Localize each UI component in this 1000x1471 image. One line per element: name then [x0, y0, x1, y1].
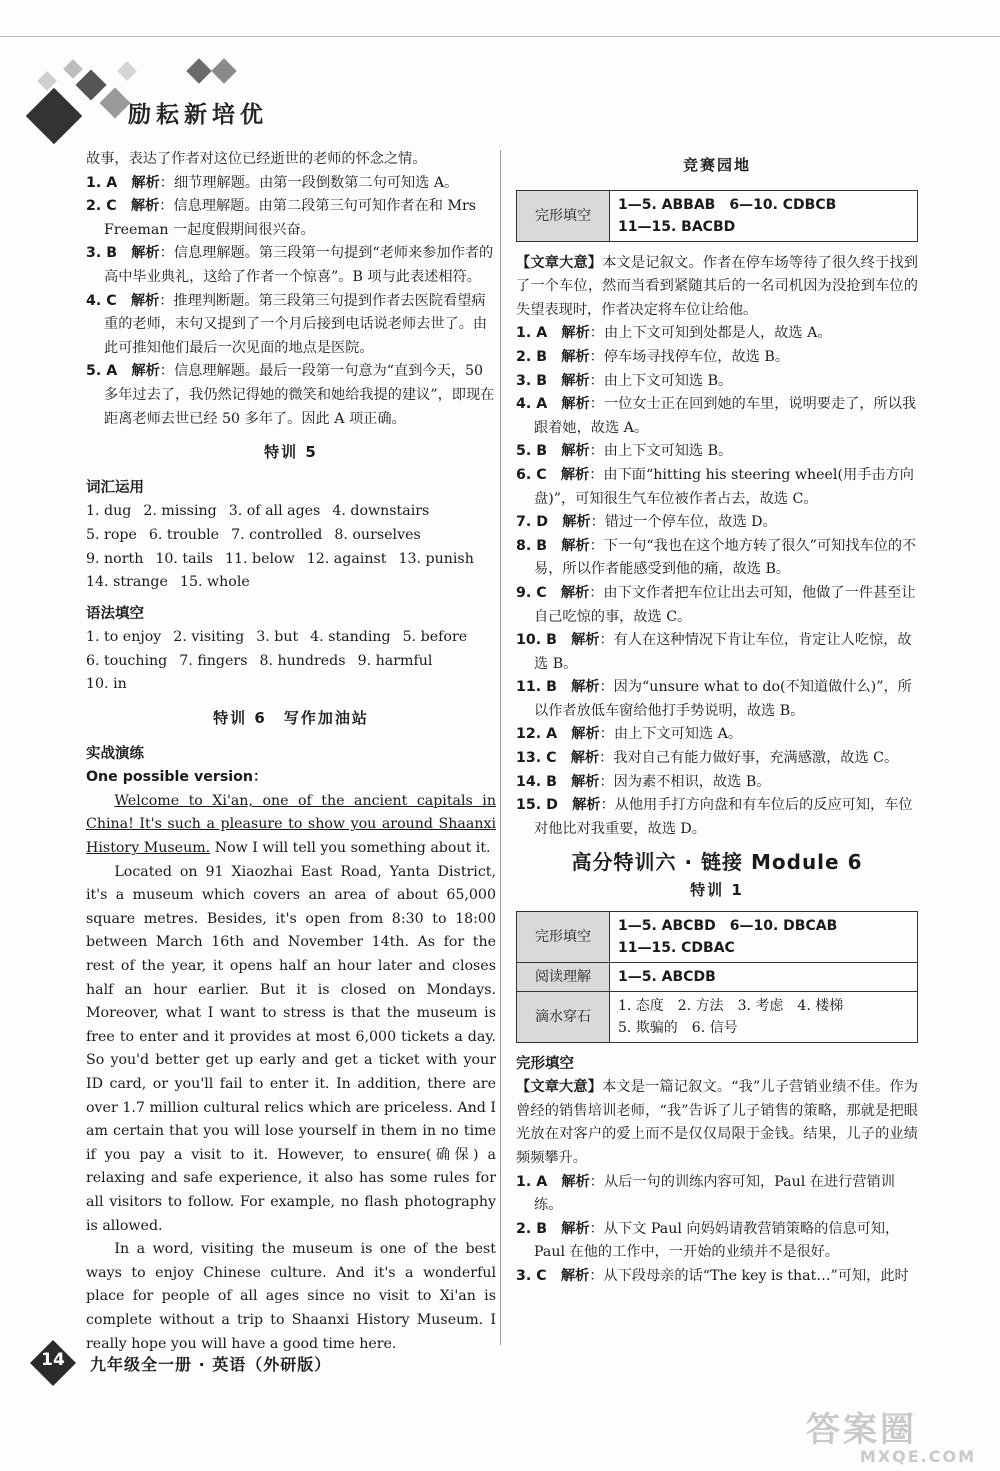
answer-item: 15. D 解析：从他用手打方向盘和有车位后的反应可知，车位对他比对我重要，故选 D。: [516, 797, 913, 837]
essay-paragraph: Welcome to Xi'an, one of the ancient capitals in China! It's such a pleasure to show you around Shaanxi History Museum. Now I will tell you something about it.: [86, 792, 496, 857]
summary: 【文章大意】本文是一篇记叙文。“我”儿子营销业绩不佳。作为曾经的销售培训老师，“我”告诉了儿子销售的策略，那就是把眼光放在对客户的爱上而不是仅仅局限于金钱。结果，儿子的业绩频频攀升。: [516, 1079, 918, 1166]
section-title-6: 特训 6 写作加油站: [213, 709, 369, 728]
vocab-answers: [86, 500, 496, 594]
decor-diamond-icon: [63, 59, 83, 79]
answer-item: 2. C 解析：信息理解题。由第二段第三句可知作者在和 Mrs Freeman 一起度假期间很兴奋。: [86, 198, 477, 238]
answer-item: 8. B 解析：下一句“我也在这个地方转了很久”可知找车位的不易，所以作者能感受到他的痛，故选 B。: [516, 537, 917, 578]
version-label: One possible version：: [86, 769, 268, 786]
grammar-item: 8. hundreds: [259, 652, 346, 669]
left-column: [86, 148, 496, 1356]
table-key: 完形填空: [517, 911, 610, 962]
table-row: [517, 962, 918, 991]
right-answer-list-2: [516, 1171, 918, 1289]
answer-item: 4. A 解析：一位女士正在回到她的车里，说明要走了，所以我跟着她，故选 A。: [516, 396, 917, 436]
answer-item: 2. B 解析：从下文 Paul 向妈妈请教营销策略的信息可知，Paul 在他的工作中，一开始的业绩并不是很好。: [516, 1220, 900, 1261]
answer-item: 1. A 解析：细节理解题。由第一段倒数第二句可知选 A。: [86, 174, 459, 191]
vocab-item: 4. downstairs: [332, 503, 430, 520]
answer-item: 2. B 解析：停车场寻找停车位，故选 B。: [516, 348, 789, 365]
answer-item: 3. C 解析：从下段母亲的话“The key is that…”可知，此时: [516, 1267, 909, 1284]
vocab-item: 9. north: [86, 550, 144, 567]
decor-diamond-icon: [75, 69, 106, 100]
vocab-item: 14. strange: [86, 574, 168, 591]
practice-heading: 实战演练: [86, 745, 144, 762]
answer-item: 11. B 解析：因为“unsure what to do(不知道做什么)”，所以作者放低车窗给他打手势说明，故选 B。: [516, 679, 912, 719]
table-row: [517, 190, 918, 241]
answer-item: 7. D 解析：错过一个停车位，故选 D。: [516, 514, 777, 531]
answer-item: 6. C 解析：由下面“hitting his steering wheel(用手击方向盘)”，可知很生气车位被作者占去，故选 C。: [516, 466, 914, 507]
right-column: [516, 148, 918, 1289]
contest-title: 竞赛园地: [682, 156, 751, 174]
vocab-item: 13. punish: [398, 550, 474, 567]
vocab-item: 7. controlled: [231, 526, 323, 543]
brand-title: 励耘新培优: [128, 102, 268, 128]
vocab-item: 1. dug: [86, 503, 132, 520]
answer-table-contest: [516, 190, 918, 242]
vocab-item: 8. ourselves: [334, 526, 421, 543]
book-title: 九年级全一册 · 英语（外研版）: [90, 1355, 332, 1374]
vocab-item: 5. rope: [86, 526, 137, 543]
answer-item: 10. B 解析：有人在这种情况下肯让车位，肯定让人吃惊，故选 B。: [516, 632, 912, 672]
essay-paragraph: Located on 91 Xiaozhai East Road, Yanta District, it's a museum which covers an area of about 65,000 square metres. Besides, it's open from 8:30 to 18:00 between March 16th and November 14th. As for the rest of the year, it opens half an hour later and closes half an hour earlier. But it is closed on Mondays. Moreover, what I want to stress is that the museum is free to enter and it provides at most 6,000 tickets a day. So you'd better get up early and get a ticket with your ID card, or you'll fail to enter it. In addition, there are over 1.7 million cultural relics which are priceless. And I am certain that you will lose yourself in them in no time if you pay a visit to it. However, to ensure(确保) a relaxing and safe experience, it also has some rules for all visitors to follow. For example, no flash photography is allowed.: [86, 863, 496, 1234]
vocab-heading: 词汇运用: [86, 479, 144, 496]
table-row: [517, 911, 918, 962]
decor-diamond-icon: [186, 58, 211, 83]
answer-item: 13. C 解析：我对自己有能力做好事，充满感激，故选 C。: [516, 750, 899, 767]
table-value: 1—5. ABBAB 6—10. CDBCB 11—15. BACBD: [610, 190, 918, 241]
cloze-heading: 完形填空: [516, 1055, 574, 1072]
decor-diamond-icon: [211, 58, 236, 83]
answer-item: 12. A 解析：由上下文可知选 A。: [516, 726, 743, 743]
column-divider: [500, 150, 501, 1345]
summary: 【文章大意】本文是记叙文。作者在停车场等待了很久终于找到了一个车位，然而当看到紧随其后的一名司机因为没抢到车位的失望表现时，作者决定将车位让给他。: [516, 254, 918, 318]
grammar-answers: [86, 626, 496, 697]
decor-diamond-icon: [117, 61, 137, 81]
right-answer-list: [516, 322, 918, 841]
section-title-5: 特训 5: [264, 443, 318, 462]
answer-table-training1: [516, 911, 918, 1043]
answer-item: 9. C 解析：由下文作者把车位让出去可知，他做了一件甚至让自己吃惊的事，故选 C。: [516, 584, 916, 625]
grammar-item: 9. harmful: [357, 652, 433, 669]
intro-line: 故事，表达了作者对这位已经逝世的老师的怀念之情。: [86, 151, 427, 167]
answer-item: 1. A 解析：由上下文可知到处都是人，故选 A。: [516, 325, 832, 342]
vocab-item: 15. whole: [179, 574, 250, 591]
vocab-item: 10. tails: [155, 550, 213, 567]
answer-item: 3. B 解析：由上下文可知选 B。: [516, 372, 733, 389]
table-key: 阅读理解: [517, 962, 610, 991]
grammar-item: 1. to enjoy: [86, 629, 162, 646]
watermark-text: 答案圈: [806, 1410, 917, 1450]
grammar-item: 2. visiting: [173, 629, 245, 646]
vocab-item: 6. trouble: [148, 526, 220, 543]
page-number: 14: [41, 1350, 65, 1370]
grammar-item: 10. in: [86, 676, 127, 693]
table-key: 滴水穿石: [517, 991, 610, 1042]
essay-underlined: Welcome to Xi'an, one of the ancient capitals in China! It's such a pleasure to show you around Shaanxi History Museum.: [86, 792, 496, 857]
table-value: 1—5. ABCBD 6—10. DBCAB 11—15. CDBAC: [610, 911, 918, 962]
grammar-item: 5. before: [402, 629, 468, 646]
chapter-title: 高分特训六 · 链接 Module 6: [571, 850, 863, 875]
answer-item: 1. A 解析：从后一句的训练内容可知，Paul 在进行营销训练。: [516, 1173, 895, 1214]
left-answer-list: [86, 172, 496, 432]
grammar-item: 6. touching: [86, 652, 168, 669]
vocab-item: 3. of all ages: [228, 503, 321, 520]
grammar-heading: 语法填空: [86, 605, 144, 622]
watermark-url: MXQE.COM: [859, 1447, 976, 1466]
decor-diamond-icon: [99, 87, 130, 118]
vocab-item: 12. against: [306, 550, 387, 567]
answer-item: 5. B 解析：由上下文可知选 B。: [516, 443, 733, 460]
table-value: 1. 态度 2. 方法 3. 考虑 4. 楼梯 5. 欺骗的 6. 信号: [610, 991, 918, 1042]
table-key: 完形填空: [517, 190, 610, 241]
watermark-logo: [806, 1402, 976, 1466]
header-rule: [0, 36, 1000, 37]
answer-item: 14. B 解析：因为素不相识，故选 B。: [516, 773, 771, 790]
answer-item: 4. C 解析：推理判断题。第三段第三句提到作者去医院看望病重的老师，末句又提到了一个月后接到电话说老师去世了。由此可推知他们最后一次见面的地点是医院。: [86, 292, 488, 356]
table-value: 1—5. ABCDB: [610, 962, 918, 991]
decor-diamond-icon: [26, 88, 83, 145]
vocab-item: 2. missing: [143, 503, 217, 520]
vocab-item: 11. below: [224, 550, 295, 567]
grammar-item: 4. standing: [310, 629, 391, 646]
answer-item: 5. A 解析：信息理解题。最后一段第一句意为“直到今天，50 多年过去了，我仍然记得她的微笑和她给我提的建议”，即现在距离老师去世已经 50 多年了。因此 A 项正确。: [86, 363, 495, 427]
grammar-item: 7. fingers: [179, 652, 248, 669]
training1-title: 特训 1: [690, 881, 744, 900]
table-row: [517, 991, 918, 1042]
grammar-item: 3. but: [256, 629, 299, 646]
essay-paragraph: In a word, visiting the museum is one of the best ways to enjoy Chinese culture. And it's a wonderful place for people of all ages since no visit to Xi'an is complete without a trip to Shaanxi History Museum. I really hope you will have a good time here.: [86, 1241, 496, 1352]
answer-item: 3. B 解析：信息理解题。第三段第一句提到“老师来参加作者的高中毕业典礼，这给了作者一个惊喜”。B 项与此表述相符。: [86, 245, 494, 285]
page-header: [0, 0, 1000, 150]
